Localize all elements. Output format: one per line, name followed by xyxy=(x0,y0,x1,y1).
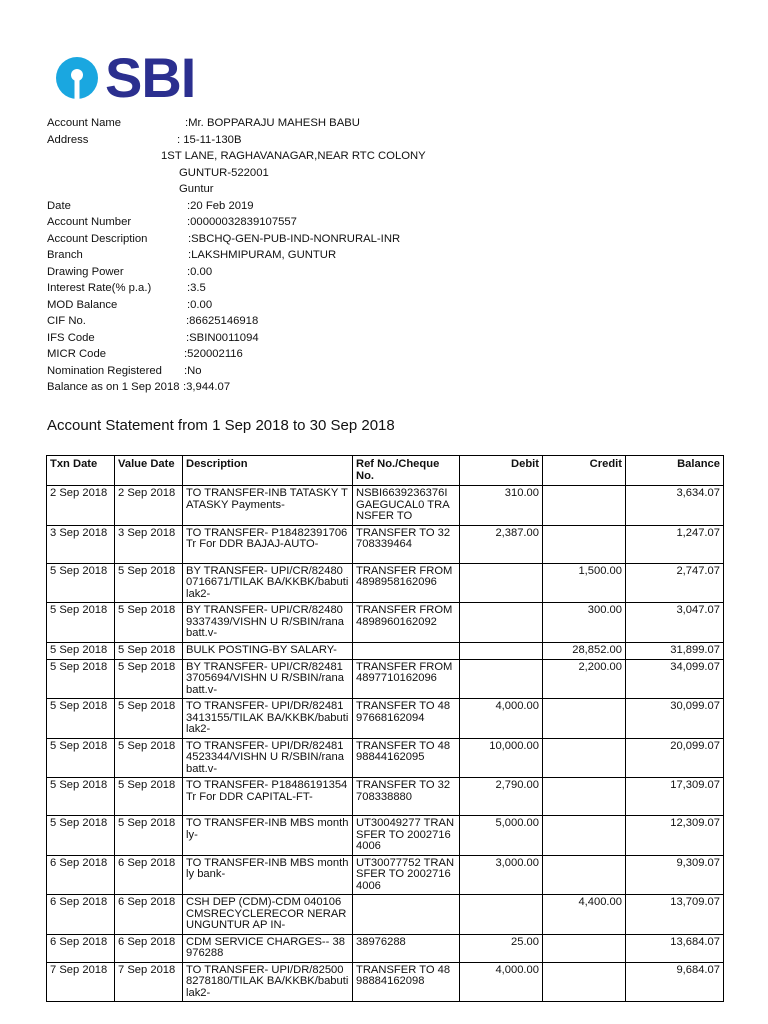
table-row xyxy=(47,738,724,778)
transactions-table xyxy=(46,455,724,1002)
info-row xyxy=(47,148,426,165)
info-row xyxy=(47,346,426,363)
table-cell xyxy=(543,934,626,962)
info-row xyxy=(47,330,426,347)
info-row xyxy=(47,165,426,182)
table-cell: 2 Sep 2018 xyxy=(115,486,183,526)
table-header-row xyxy=(47,456,724,486)
table-cell: 38976288 xyxy=(353,934,460,962)
table-cell: TO TRANSFER-INB MBS monthly- xyxy=(183,816,353,856)
table-cell: 2,747.07 xyxy=(626,563,724,603)
sbi-keyhole-icon xyxy=(55,56,99,100)
info-row xyxy=(47,198,426,215)
table-cell: CSH DEP (CDM)-CDM 040106CMSRECYCLERECOR NERARUNGUNTUR AP IN- xyxy=(183,895,353,935)
info-row xyxy=(47,264,426,281)
table-cell xyxy=(543,486,626,526)
table-cell: 31,899.07 xyxy=(626,642,724,659)
table-cell: 5 Sep 2018 xyxy=(115,642,183,659)
info-label: MOD Balance xyxy=(47,298,118,311)
table-cell: 17,309.07 xyxy=(626,778,724,816)
table-cell: 2,387.00 xyxy=(460,525,543,563)
table-cell: 9,684.07 xyxy=(626,962,724,1002)
info-label: Nomination Registered xyxy=(47,364,162,377)
table-cell: 310.00 xyxy=(460,486,543,526)
table-cell: NSBI6639236376I GAEGUCAL0 TRANSFER TO xyxy=(353,486,460,526)
info-value: :Mr. BOPPARAJU MAHESH BABU xyxy=(185,117,360,129)
info-row xyxy=(47,181,426,198)
table-cell xyxy=(460,895,543,935)
table-cell: 4,000.00 xyxy=(460,962,543,1002)
table-cell: 12,309.07 xyxy=(626,816,724,856)
table-cell: CDM SERVICE CHARGES-- 38976288 xyxy=(183,934,353,962)
table-cell: 7 Sep 2018 xyxy=(115,962,183,1002)
info-label: Branch xyxy=(47,249,83,261)
table-cell: 2,200.00 xyxy=(543,659,626,699)
table-cell xyxy=(460,642,543,659)
table-cell xyxy=(353,642,460,659)
info-row xyxy=(47,297,426,314)
info-label: Date xyxy=(47,199,71,212)
info-row xyxy=(47,214,426,231)
table-cell xyxy=(543,962,626,1002)
column-header: Txn Date xyxy=(47,456,115,486)
column-header: Balance xyxy=(626,456,724,486)
table-cell: 2,790.00 xyxy=(460,778,543,816)
info-row xyxy=(47,280,426,297)
table-row xyxy=(47,778,724,816)
info-label: Account Description xyxy=(47,232,148,245)
column-header: Value Date xyxy=(115,456,183,486)
column-header: Description xyxy=(183,456,353,486)
info-value: :0.00 xyxy=(187,265,213,278)
table-cell: BULK POSTING-BY SALARY- xyxy=(183,642,353,659)
info-value: :3.5 xyxy=(187,282,206,294)
table-cell: UT30049277 TRANSFER TO 20027164006 xyxy=(353,816,460,856)
table-cell: 5 Sep 2018 xyxy=(47,778,115,816)
table-cell: 6 Sep 2018 xyxy=(115,934,183,962)
table-cell: 5 Sep 2018 xyxy=(115,699,183,739)
info-row xyxy=(47,132,426,149)
table-cell xyxy=(543,816,626,856)
info-value: :20 Feb 2019 xyxy=(187,199,254,212)
info-row xyxy=(47,379,426,396)
info-value: 1ST LANE, RAGHAVANAGAR,NEAR RTC COLONY xyxy=(161,150,426,162)
statement-title: Account Statement from 1 Sep 2018 to 30 Sep 2018 xyxy=(47,417,395,434)
sbi-logo-text: SBI xyxy=(105,46,196,109)
table-cell: TO TRANSFER- P18482391706Tr For DDR BAJAJ-AUTO- xyxy=(183,525,353,563)
info-label: Address xyxy=(47,133,89,146)
table-cell xyxy=(543,525,626,563)
info-label: CIF No. xyxy=(47,315,86,327)
table-cell: TO TRANSFER-INB TATASKY TATASKY Payments- xyxy=(183,486,353,526)
table-cell: 5 Sep 2018 xyxy=(115,603,183,643)
info-label: Drawing Power xyxy=(47,265,124,278)
info-value: : 15-11-130B xyxy=(177,133,242,146)
table-cell: 5 Sep 2018 xyxy=(115,563,183,603)
table-cell: 30,099.07 xyxy=(626,699,724,739)
info-row xyxy=(47,231,426,248)
table-cell: TO TRANSFER- UPI/DR/825008278180/TILAK BA/KKBK/babutilak2- xyxy=(183,962,353,1002)
table-cell: TO TRANSFER- UPI/DR/824814523344/VISHN U R/SBIN/ranabatt.v- xyxy=(183,738,353,778)
table-row xyxy=(47,934,724,962)
table-cell: 13,684.07 xyxy=(626,934,724,962)
table-cell: 13,709.07 xyxy=(626,895,724,935)
table-cell xyxy=(543,855,626,895)
table-cell: 3 Sep 2018 xyxy=(47,525,115,563)
table-cell: 1,500.00 xyxy=(543,563,626,603)
table-row xyxy=(47,962,724,1002)
table-cell: 5 Sep 2018 xyxy=(115,738,183,778)
table-cell: 3 Sep 2018 xyxy=(115,525,183,563)
table-cell: 5 Sep 2018 xyxy=(115,659,183,699)
table-cell: 9,309.07 xyxy=(626,855,724,895)
table-cell: BY TRANSFER- UPI/CR/824800716671/TILAK BA/KKBK/babutilak2- xyxy=(183,563,353,603)
table-cell xyxy=(543,738,626,778)
table-cell: 28,852.00 xyxy=(543,642,626,659)
table-cell: TRANSFER FROM 4897710162096 xyxy=(353,659,460,699)
table-cell: TRANSFER TO 32708338880 xyxy=(353,778,460,816)
info-value: :SBCHQ-GEN-PUB-IND-NONRURAL-INR xyxy=(188,232,401,245)
table-cell xyxy=(460,603,543,643)
table-cell: 7 Sep 2018 xyxy=(47,962,115,1002)
table-row xyxy=(47,525,724,563)
info-value: :520002116 xyxy=(184,348,243,360)
table-row xyxy=(47,855,724,895)
column-header: Credit xyxy=(543,456,626,486)
info-value: GUNTUR-522001 xyxy=(179,166,269,179)
table-cell: 20,099.07 xyxy=(626,738,724,778)
info-value: Guntur xyxy=(179,183,214,195)
info-value: :LAKSHMIPURAM, GUNTUR xyxy=(188,249,337,261)
table-cell: TO TRANSFER-INB MBS monthly bank- xyxy=(183,855,353,895)
table-cell xyxy=(543,699,626,739)
table-cell: 5 Sep 2018 xyxy=(47,563,115,603)
table-row xyxy=(47,603,724,643)
table-cell: TRANSFER TO 32708339464 xyxy=(353,525,460,563)
table-cell: 4,000.00 xyxy=(460,699,543,739)
table-cell: 5 Sep 2018 xyxy=(47,738,115,778)
table-cell: 5,000.00 xyxy=(460,816,543,856)
column-header: Ref No./Cheque No. xyxy=(353,456,460,486)
table-cell: 5 Sep 2018 xyxy=(47,659,115,699)
table-cell: TO TRANSFER- P18486191354Tr For DDR CAPITAL-FT- xyxy=(183,778,353,816)
info-label: MICR Code xyxy=(47,348,107,360)
table-cell: 6 Sep 2018 xyxy=(115,895,183,935)
table-cell: TRANSFER TO 4898844162095 xyxy=(353,738,460,778)
info-row xyxy=(47,115,426,132)
column-header: Debit xyxy=(460,456,543,486)
info-label: Account Name xyxy=(47,117,122,129)
table-cell: 5 Sep 2018 xyxy=(47,642,115,659)
info-row xyxy=(47,313,426,330)
table-cell: 300.00 xyxy=(543,603,626,643)
table-cell: 34,099.07 xyxy=(626,659,724,699)
table-cell: 5 Sep 2018 xyxy=(47,603,115,643)
info-value: :3,944.07 xyxy=(183,381,231,393)
table-cell: BY TRANSFER- UPI/CR/824809337439/VISHN U R/SBIN/ranabatt.v- xyxy=(183,603,353,643)
info-label xyxy=(47,148,161,165)
info-row xyxy=(47,363,426,380)
table-cell: 5 Sep 2018 xyxy=(115,778,183,816)
info-value: :0.00 xyxy=(187,298,213,311)
table-row xyxy=(47,895,724,935)
account-info xyxy=(47,115,426,396)
info-row xyxy=(47,247,426,264)
table-cell: 5 Sep 2018 xyxy=(47,699,115,739)
table-row xyxy=(47,699,724,739)
table-cell: 6 Sep 2018 xyxy=(47,895,115,935)
table-cell: UT30077752 TRANSFER TO 20027164006 xyxy=(353,855,460,895)
info-label: Balance as on 1 Sep 2018 xyxy=(47,381,180,393)
table-cell: 6 Sep 2018 xyxy=(115,855,183,895)
table-cell: 5 Sep 2018 xyxy=(47,816,115,856)
info-label xyxy=(47,181,179,198)
table-cell xyxy=(353,895,460,935)
table-cell: TO TRANSFER- UPI/DR/824813413155/TILAK BA/KKBK/babutilak2- xyxy=(183,699,353,739)
table-cell xyxy=(460,563,543,603)
table-cell: 25.00 xyxy=(460,934,543,962)
info-value: :86625146918 xyxy=(186,315,259,327)
table-cell: BY TRANSFER- UPI/CR/824813705694/VISHN U R/SBIN/ranabatt.v- xyxy=(183,659,353,699)
table-cell: TRANSFER FROM 4898958162096 xyxy=(353,563,460,603)
table-cell: 2 Sep 2018 xyxy=(47,486,115,526)
table-cell: 1,247.07 xyxy=(626,525,724,563)
table-cell: TRANSFER TO 4897668162094 xyxy=(353,699,460,739)
table-cell: 3,000.00 xyxy=(460,855,543,895)
table-row xyxy=(47,659,724,699)
info-value: :00000032839107557 xyxy=(187,216,297,228)
table-cell: 3,634.07 xyxy=(626,486,724,526)
table-cell xyxy=(460,659,543,699)
table-cell: 5 Sep 2018 xyxy=(115,816,183,856)
table-row xyxy=(47,486,724,526)
sbi-logo xyxy=(55,46,196,109)
table-cell xyxy=(543,778,626,816)
table-cell: TRANSFER TO 4898884162098 xyxy=(353,962,460,1002)
table-row xyxy=(47,642,724,659)
table-cell: 6 Sep 2018 xyxy=(47,934,115,962)
info-label: Interest Rate(% p.a.) xyxy=(47,282,152,294)
table-cell: 3,047.07 xyxy=(626,603,724,643)
info-value: :No xyxy=(184,364,202,377)
info-value: :SBIN0011094 xyxy=(186,331,259,344)
table-body xyxy=(47,486,724,1002)
table-row xyxy=(47,563,724,603)
info-label: IFS Code xyxy=(47,331,95,344)
info-label: Account Number xyxy=(47,216,132,228)
info-label xyxy=(47,165,179,182)
table-cell: TRANSFER FROM 4898960162092 xyxy=(353,603,460,643)
table-cell: 4,400.00 xyxy=(543,895,626,935)
table-cell: 6 Sep 2018 xyxy=(47,855,115,895)
table-row xyxy=(47,816,724,856)
table-cell: 10,000.00 xyxy=(460,738,543,778)
